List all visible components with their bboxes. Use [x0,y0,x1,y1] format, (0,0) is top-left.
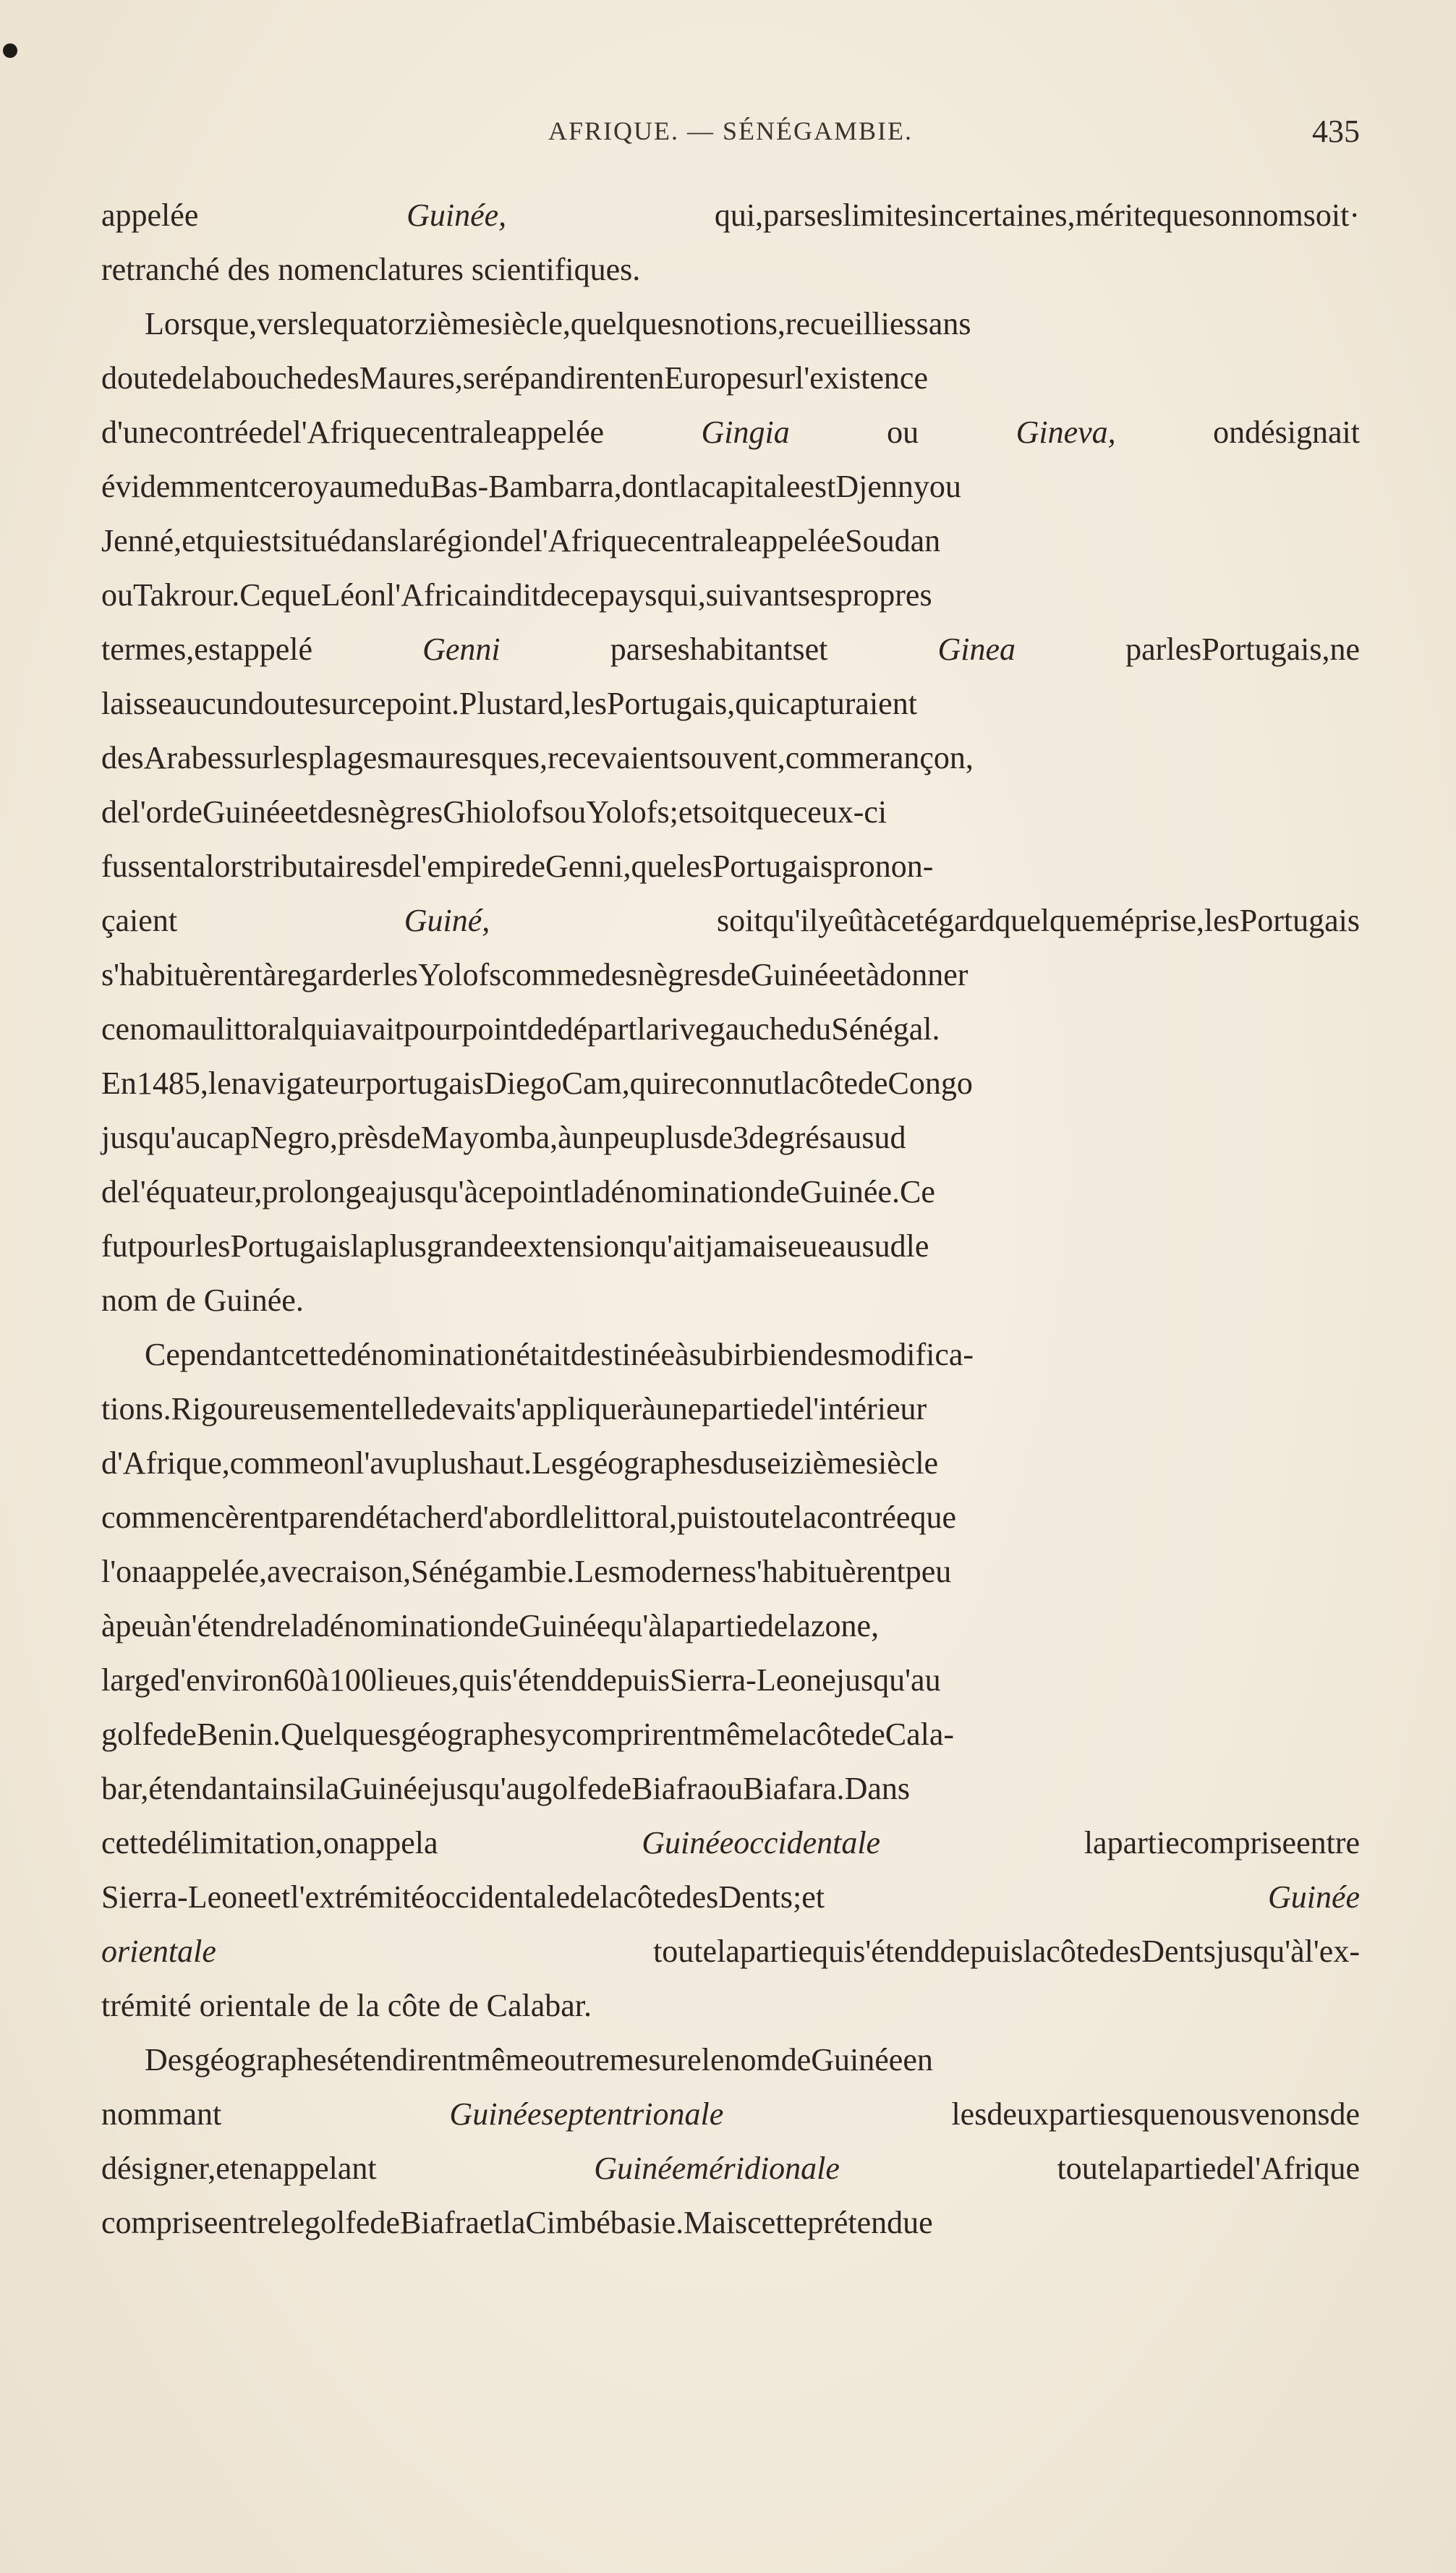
text-line [101,1599,1360,1653]
text-line [101,1382,1360,1436]
word: cettedélimitation,onappela [101,1825,438,1860]
text-line [101,1544,1360,1599]
text-line [101,2087,1360,2141]
word: toutelapartiedel'Afrique [1057,2151,1360,2186]
text-run: retranché des nomenclatures scientifiques. [101,252,641,287]
paragraph [101,1327,1360,2033]
word: jusqu'aucapNegro,prèsdeMayomba,àunpeuplusde3degrésausud [101,1120,906,1155]
binding-hole [3,43,17,58]
italic-term: occidentale [733,1825,881,1860]
text-line [101,1924,1360,1978]
text-line [101,297,1360,351]
word: Lorsque,verslequatorzièmesiècle,quelquesnotions,recueilliessans [145,306,971,341]
word: larged'environ60à100lieues,quis'étenddepuisSierra-Leonejusqu'au [101,1662,941,1698]
word: désigner,etenappelant [101,2151,377,2186]
word: golfedeBenin.QuelquesgéographesycomprirentmêmelacôtedeCala- [101,1717,955,1752]
italic-term: Gingia [701,414,790,450]
word [422,622,501,676]
italic-term: orientale [101,1934,216,1969]
word: s'habituèrentàregarderlesYolofscommedesnègresdeGuinéeetàdonner [101,957,968,992]
paragraph [101,188,1360,297]
text-line [101,893,1360,948]
word: çaient [101,903,178,938]
word: nommant [101,2096,222,2132]
word: qui,parseslimitesincertaines,méritequesonnomsoit· [714,197,1360,233]
word: soitqu'ilyeûtàcetégardquelqueméprise,lesPortugais [716,903,1360,938]
text-line [101,676,1360,731]
word: lesdeuxpartiesquenousvenonsde [951,2096,1360,2132]
word: Sierra-Leoneetl'extrémitéoccidentaledelacôtedesDents;et [101,1879,825,1915]
word: d'Afrique,commeonl'avuplushaut.Lesgéographesduseizièmesiècle [101,1445,939,1481]
text-line [101,1436,1360,1490]
word: lapartiecompriseentre [1084,1825,1360,1860]
text-run: nom de Guinée. [101,1283,304,1318]
text-line [101,242,1360,297]
text-line [101,1110,1360,1165]
word: fussentalorstributairesdel'empiredeGenni,quelesPortugaispronon- [101,849,934,884]
word: doutedelabouchedesMaures,serépandirentenEuropesurl'existence [101,360,928,396]
text-line [101,1707,1360,1761]
word: parlesPortugais,ne [1125,631,1360,667]
paragraph [101,297,1360,1327]
text-line [101,839,1360,893]
word: àpeuàn'étendreladénominationdeGuinéequ'àlapartiedelazone, [101,1608,880,1643]
text-line [101,1761,1360,1816]
body-text [101,188,1360,2250]
word [594,2141,840,2195]
italic-term: Gineva, [1016,414,1116,450]
word: ouTakrour.CequeLéonl'Africainditdecepaysqui,suivantsespropres [101,577,932,613]
text-line [101,188,1360,242]
word [449,2087,723,2141]
word: DesgéographesétendirentmêmeoutremesurelenomdeGuinéeen [145,2042,933,2077]
italic-term: Guinée [642,1825,734,1860]
word: Cependantcettedénominationétaitdestinéeàsubirbiendesmodifica- [145,1337,974,1372]
word: futpourlesPortugaislaplusgrandeextensionqu'aitjamaiseueausudle [101,1228,929,1264]
word: toutelapartiequis'étenddepuislacôtedesDentsjusqu'àl'ex- [653,1934,1360,1969]
text-line [101,351,1360,405]
word: del'équateur,prolongeajusqu'àcepointladénominationdeGuinée.Ce [101,1174,935,1209]
word [101,1924,216,1978]
text-line [101,1653,1360,1707]
text-line [101,405,1360,459]
text-line [101,568,1360,622]
text-line [101,1870,1360,1924]
text-line [101,948,1360,1002]
italic-term: Guinée [594,2151,686,2186]
text-line [101,731,1360,785]
word: Jenné,etquiestsituédanslarégiondel'AfriquecentraleappeléeSoudan [101,523,941,558]
text-line [101,1056,1360,1110]
word: bar,étendantainsilaGuinéejusqu'augolfedeBiafraouBiafara.Dans [101,1771,910,1806]
italic-term: Guinée [1267,1879,1360,1915]
page-header [101,116,1360,159]
running-head: AFRIQUE. — SÉNÉGAMBIE. [548,116,913,145]
word [1016,405,1116,459]
word: tions.Rigoureusementelledevaits'appliqueràunepartiedel'intérieur [101,1391,927,1426]
text-line [101,514,1360,568]
text-line [101,1273,1360,1327]
text-line [101,2033,1360,2087]
word: l'onaappelée,avecraison,Sénégambie.Lesmoderness'habituèrentpeu [101,1554,952,1589]
text-line [101,2141,1360,2195]
text-line [101,622,1360,676]
italic-term: Genni [422,631,501,667]
word [642,1816,880,1870]
text-line [101,1490,1360,1544]
word: termes,estappelé [101,631,312,667]
text-line [101,459,1360,514]
word: évidemmentceroyaumeduBas-Bambarra,dontlacapitaleestDjennyou [101,469,961,504]
text-line [101,785,1360,839]
text-line [101,1002,1360,1056]
word: ou [887,414,919,450]
word: cenomaulittoralquiavaitpourpointdedépartlarivegaucheduSénégal. [101,1011,940,1047]
text-run: trémité orientale de la côte de Calabar. [101,1988,592,2023]
text-line [101,1978,1360,2033]
word: En1485,lenavigateurportugaisDiegoCam,quireconnutlacôtedeCongo [101,1066,973,1101]
word [404,893,490,948]
word: laisseaucundoutesurcepoint.Plustard,lesPortugais,quicapturaient [101,686,917,721]
italic-term: Ginea [937,631,1016,667]
word [1268,1870,1360,1924]
text-line [101,1327,1360,1382]
word: del'ordeGuinéeetdesnègresGhiolofsouYolofs;etsoitqueceux-ci [101,794,887,830]
italic-term: septentrionale [541,2096,724,2132]
text-line [101,1219,1360,1273]
page-number: 435 [1312,114,1360,149]
text-line [101,2195,1360,2250]
paragraph [101,2033,1360,2250]
word: compriseentrelegolfedeBiafraetlaCimbébasie.Maiscetteprétendue [101,2205,933,2240]
word: desArabessurlesplagesmauresques,recevaientsouvent,commerançon, [101,740,974,775]
word: parseshabitantset [610,631,828,667]
word: ondésignait [1213,414,1360,450]
word [406,188,506,242]
word [701,405,789,459]
italic-term: Guinée, [406,197,507,233]
text-line [101,1816,1360,1870]
italic-term: méridionale [686,2151,840,2186]
italic-term: Guiné, [404,903,490,938]
word [938,622,1016,676]
text-line [101,1165,1360,1219]
italic-term: Guinée [449,2096,542,2132]
word: commencèrentparendétacherd'abordlelittoral,puistoutelacontréeque [101,1500,956,1535]
word: d'unecontréedel'Afriquecentraleappelée [101,414,605,450]
word: appelée [101,197,199,233]
